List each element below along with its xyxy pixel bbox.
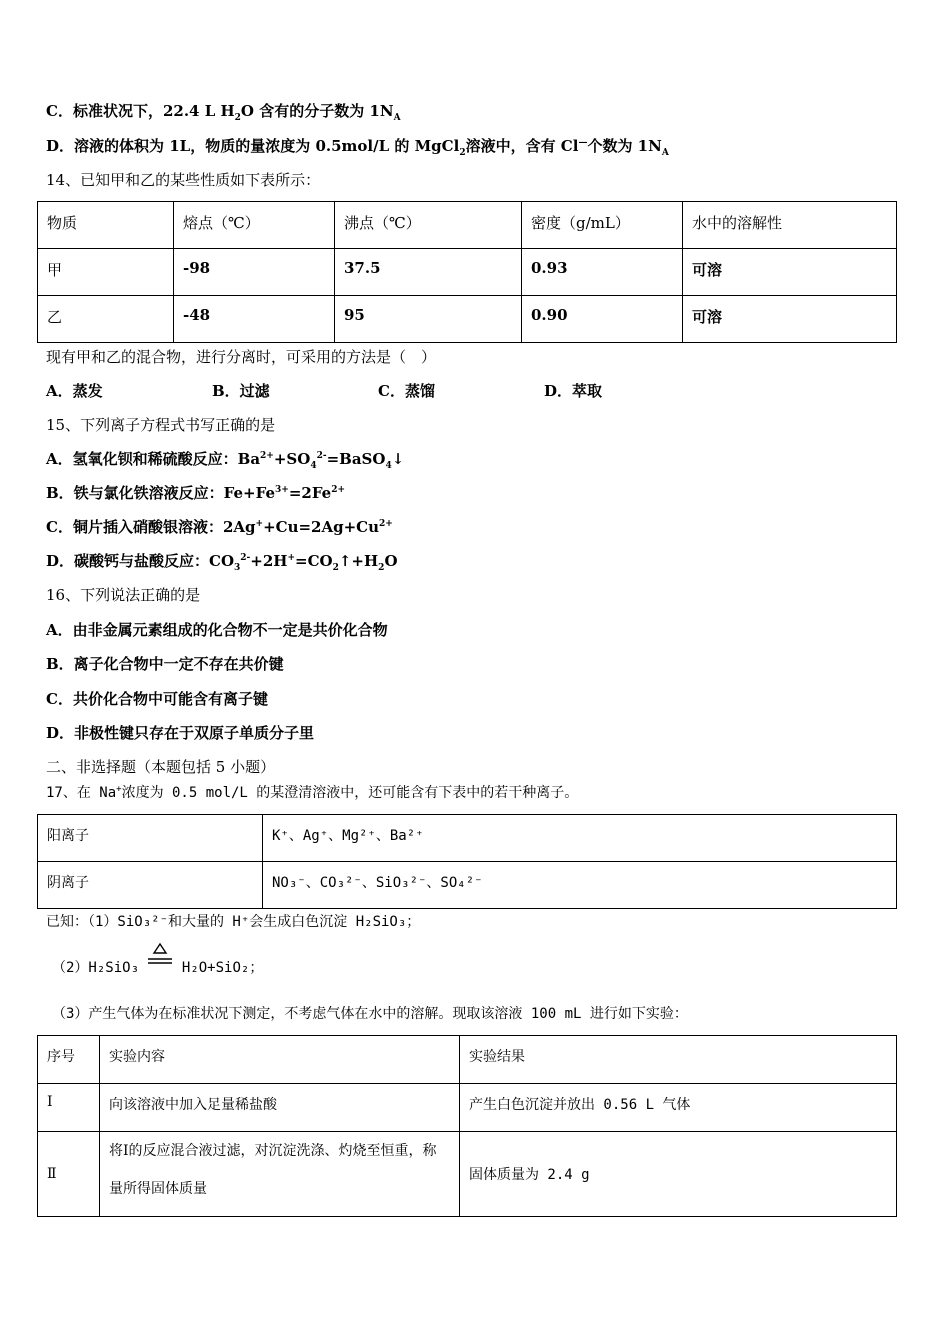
table-header-cell: 熔点（℃） <box>174 202 335 249</box>
q16-option-d: D．非极性键只存在于双原子单质分子里 <box>46 724 315 742</box>
q14-property-table <box>37 201 897 343</box>
table-cell: 向该溶液中加入足量稀盐酸 <box>100 1084 460 1132</box>
table-header-cell: 实验结果 <box>460 1036 897 1084</box>
table-row <box>38 1132 897 1217</box>
q13-option-c: C．标准状况下，22.4 L $H_2O$ 含有的分子数为 $1N_A$ <box>46 102 401 123</box>
table-cell: 阳离子 <box>38 815 263 862</box>
table-header-cell: 实验内容 <box>100 1036 460 1084</box>
table-cell: 乙 <box>38 296 174 343</box>
table-cell: NO₃⁻、CO₃²⁻、SiO₃²⁻、SO₄²⁻ <box>263 862 897 909</box>
q17-stem: 17、在 Na+浓度为 0.5 mol/L 的某澄清溶液中，还可能含有下表中的若干种离子。 <box>46 784 579 801</box>
q15-option-c: C．铜片插入硝酸银溶液：$2Ag^++Cu=2Ag+Cu^{2+}$ <box>46 518 393 536</box>
table-cell: 可溶 <box>683 296 897 343</box>
q14-option-d: D．萃取 <box>544 382 603 400</box>
q17-known-2-left: （2）H₂SiO₃ <box>52 960 140 976</box>
table-cell: 0.93 <box>522 249 683 296</box>
q14-options <box>46 381 710 401</box>
table-cell: 0.90 <box>522 296 683 343</box>
table-cell: -98 <box>174 249 335 296</box>
table-cell: 产生白色沉淀并放出 0.56 L 气体 <box>460 1084 897 1132</box>
q17-known-1: 已知：（1）SiO₃²⁻和大量的 H⁺会生成白色沉淀 H₂SiO₃； <box>46 914 421 930</box>
q13-option-d: D．溶液的体积为 1L，物质的量浓度为 0.5mol/L 的 MgCl$_2$溶液中，含有 Cl—个数为 $1N_A$ <box>46 137 669 158</box>
heating-equilibrium-icon <box>147 958 173 978</box>
table-header-row <box>38 202 897 249</box>
table-cell: Ⅰ <box>38 1084 100 1132</box>
table-cell: K⁺、Ag⁺、Mg²⁺、Ba²⁺ <box>263 815 897 862</box>
q17-ion-table <box>37 814 897 909</box>
table-cell: Ⅱ <box>38 1132 100 1217</box>
table-cell: 阴离子 <box>38 862 263 909</box>
q15-option-a: A．氢氧化钡和稀硫酸反应：$Ba^{2+}+SO_4^{2-}=BaSO_4↓$ <box>46 450 405 471</box>
table-header-cell: 密度（g/mL） <box>522 202 683 249</box>
q17-known-2-right: H₂O+SiO₂； <box>181 960 264 976</box>
table-row <box>38 815 897 862</box>
table-row <box>38 249 897 296</box>
q16-option-c: C．共价化合物中可能含有离子键 <box>46 690 268 708</box>
table-header-cell: 水中的溶解性 <box>683 202 897 249</box>
q17-experiment-table <box>37 1035 897 1217</box>
table-cell: 将Ⅰ的反应混合液过滤，对沉淀洗涤、灼烧至恒重，称量所得固体质量 <box>100 1132 460 1217</box>
table-cell: 可溶 <box>683 249 897 296</box>
q17-known-3: （3）产生气体为在标准状况下测定，不考虑气体在水中的溶解。现取该溶液 100 mL 进行如下实验： <box>52 1006 688 1022</box>
q15-stem: 15、下列离子方程式书写正确的是 <box>46 416 276 434</box>
table-header-row <box>38 1036 897 1084</box>
q17-known-2 <box>52 958 263 978</box>
q14-stem: 14、已知甲和乙的某些性质如下表所示： <box>46 171 321 189</box>
table-cell: 95 <box>335 296 522 343</box>
section-heading: 二、非选择题（本题包括 5 小题） <box>46 758 276 776</box>
table-cell: 甲 <box>38 249 174 296</box>
q14-question: 现有甲和乙的混合物，进行分离时，可采用的方法是（ ） <box>46 348 437 366</box>
q16-option-b: B．离子化合物中一定不存在共价键 <box>46 655 284 673</box>
table-row <box>38 1084 897 1132</box>
table-cell: -48 <box>174 296 335 343</box>
table-cell: 固体质量为 2.4 g <box>460 1132 897 1217</box>
table-cell: 37.5 <box>335 249 522 296</box>
table-row <box>38 862 897 909</box>
q15-option-d: D．碳酸钙与盐酸反应：$CO_3^{2-}+2H^+=CO_2↑+H_2O$ <box>46 552 398 573</box>
q15-option-b: B．铁与氯化铁溶液反应：$Fe+Fe^{3+}=2Fe^{2+}$ <box>46 484 346 502</box>
q14-option-a: A．蒸发 <box>46 382 103 400</box>
q16-stem: 16、下列说法正确的是 <box>46 586 201 604</box>
q14-option-c: C．蒸馏 <box>378 382 435 400</box>
table-row <box>38 296 897 343</box>
table-header-cell: 物质 <box>38 202 174 249</box>
q14-option-b: B．过滤 <box>212 382 270 400</box>
table-header-cell: 序号 <box>38 1036 100 1084</box>
q16-option-a: A．由非金属元素组成的化合物不一定是共价化合物 <box>46 621 388 639</box>
table-header-cell: 沸点（℃） <box>335 202 522 249</box>
